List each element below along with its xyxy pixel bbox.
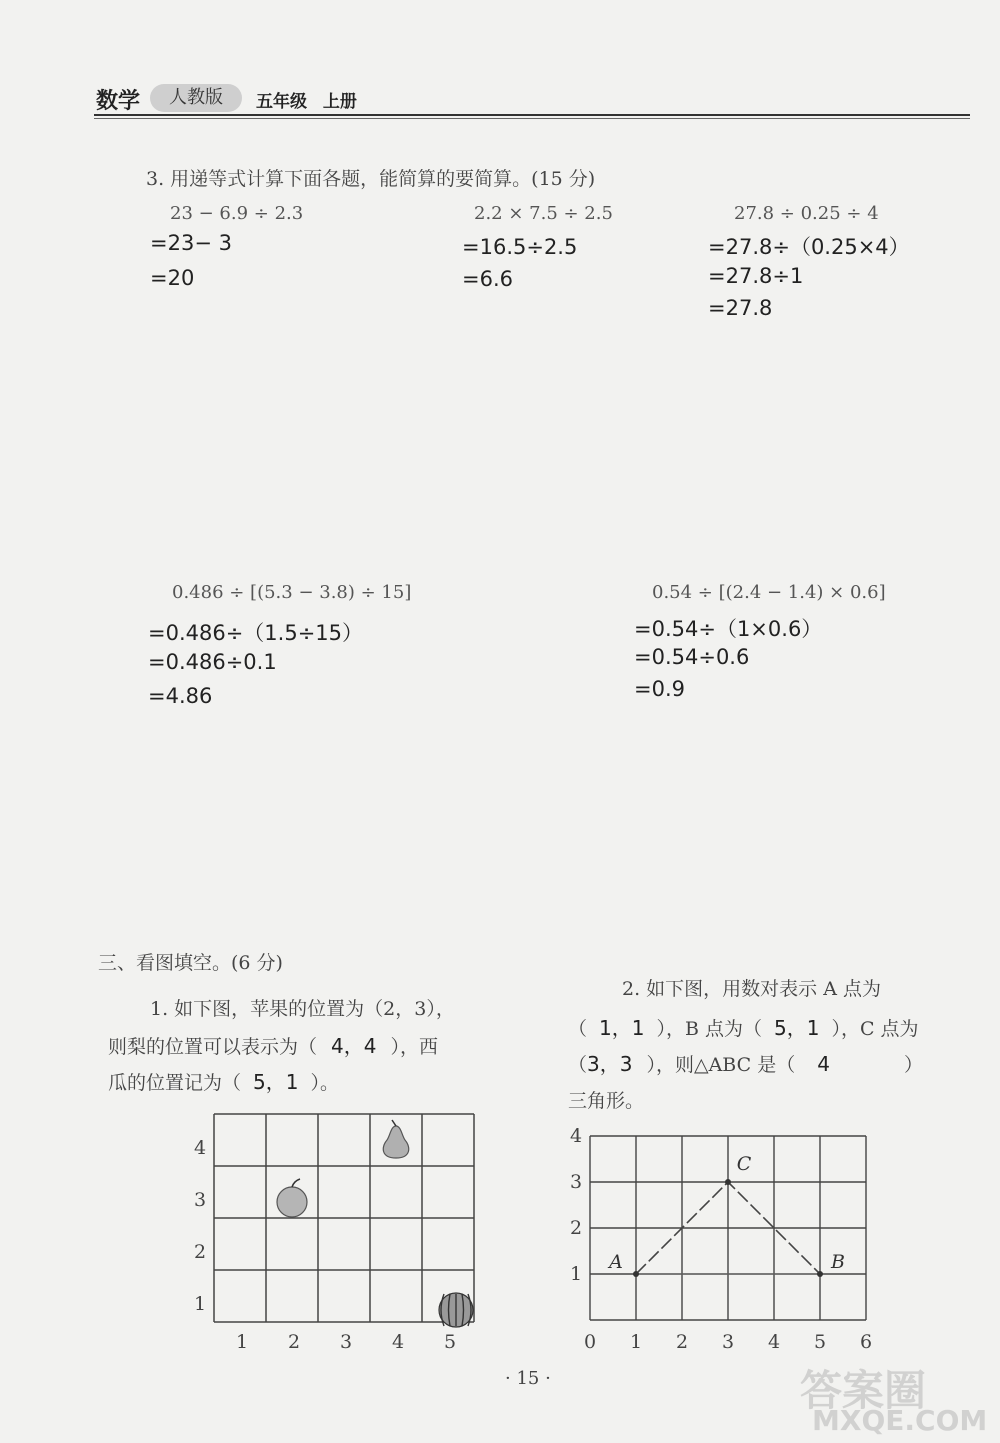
- y-tick-label: 2: [193, 1241, 207, 1263]
- point-b-label: B: [831, 1251, 845, 1273]
- y-tick-label: 3: [569, 1171, 583, 1193]
- problem-1-expr: 23 − 6.9 ÷ 2.3: [170, 203, 304, 224]
- problem-2-step-1: =16.5÷2.5: [462, 235, 578, 259]
- problem-4-step-1: =0.486÷（1.5÷15）: [148, 621, 364, 645]
- problem-3-step-3: =27.8: [708, 296, 773, 320]
- fruit-grid-lines: [214, 1114, 474, 1322]
- pear-icon: [383, 1126, 408, 1158]
- grade-label: [256, 87, 357, 112]
- y-tick-label: 1: [193, 1293, 207, 1315]
- watermelon-answer: 5，1: [253, 1070, 299, 1094]
- grade-text: 五年级: [256, 92, 307, 112]
- q1-line-2-text-b: ），西: [390, 1036, 438, 1058]
- q3-prompt: 3. 用递等式计算下面各题，能简算的要简算。(15 分): [146, 168, 596, 190]
- q1-line-2: [108, 1030, 438, 1059]
- x-tick-label: 3: [339, 1331, 353, 1353]
- problem-3-expr: 27.8 ÷ 0.25 ÷ 4: [734, 203, 879, 224]
- apple-icon: [277, 1187, 307, 1217]
- x-tick-label: 1: [629, 1331, 643, 1353]
- problem-4-expr: 0.486 ÷ [(5.3 − 3.8) ÷ 15]: [172, 582, 412, 603]
- x-tick-label: 2: [287, 1331, 301, 1353]
- problem-3-step-1: =27.8÷（0.25×4）: [708, 235, 910, 259]
- point-a-label: A: [609, 1251, 623, 1273]
- triangle-grid: [560, 1120, 890, 1360]
- problem-5-step-2: =0.54÷0.6: [634, 645, 750, 669]
- problem-3-step-2: =27.8÷1: [708, 264, 804, 288]
- x-tick-label: 4: [767, 1331, 781, 1353]
- problem-4-step-3: =4.86: [148, 684, 213, 708]
- point-a-marker: [633, 1271, 639, 1277]
- problem-4-step-2: =0.486÷0.1: [148, 650, 277, 674]
- problem-2-step-2: =6.6: [462, 267, 513, 291]
- q2-line-3-mid: ），则△ABC 是（: [646, 1054, 796, 1076]
- apple-stem-icon: [292, 1179, 300, 1187]
- header-rule: [94, 114, 970, 116]
- x-tick-label: 0: [583, 1331, 597, 1353]
- problem-1-step-2: =20: [150, 266, 195, 290]
- triangle-grid-lines: [590, 1136, 866, 1320]
- q2-line-2-end: ），C 点为: [831, 1018, 919, 1040]
- q2-line-1: 2. 如下图，用数对表示 A 点为: [622, 978, 881, 1000]
- x-tick-label: 2: [675, 1331, 689, 1353]
- triangle-grid-ticks: [570, 1125, 872, 1353]
- header-rule-thin: [94, 118, 970, 119]
- y-tick-label: 4: [569, 1125, 583, 1147]
- page-number: · 15 ·: [505, 1368, 551, 1389]
- q1-line-2-text-a: 则梨的位置可以表示为（: [108, 1036, 318, 1058]
- point-c-answer: 3，3: [587, 1052, 633, 1076]
- x-tick-label: 1: [235, 1331, 249, 1353]
- q2-line-4: 三角形。: [568, 1090, 645, 1112]
- pear-stem-icon: [392, 1120, 396, 1126]
- fruit-grid: [180, 1108, 500, 1358]
- q2-open-paren: （: [568, 1018, 588, 1040]
- section-3-title: 三、看图填空。(6 分): [98, 952, 283, 974]
- q2-line-3-end: ）: [903, 1054, 923, 1076]
- q2-open-paren-2: （: [568, 1054, 588, 1076]
- q2-line-2-mid: ），B 点为（: [656, 1018, 762, 1040]
- x-tick-label: 4: [391, 1331, 405, 1353]
- q2-line-2: [568, 1012, 919, 1041]
- y-tick-label: 2: [569, 1217, 583, 1239]
- triangle-shape: [607, 1153, 845, 1277]
- point-a-answer: 1，1: [599, 1016, 645, 1040]
- pear-answer: 4，4: [331, 1034, 377, 1058]
- y-tick-label: 4: [193, 1137, 207, 1159]
- q1-line-3-text-a: 瓜的位置记为（: [108, 1072, 242, 1094]
- problem-5-step-3: =0.9: [634, 677, 685, 701]
- triangle-type-answer: 4: [817, 1052, 830, 1076]
- x-tick-label: 6: [859, 1331, 873, 1353]
- x-tick-label: 3: [721, 1331, 735, 1353]
- subject-title: 数学: [96, 89, 141, 114]
- y-tick-label: 1: [569, 1263, 583, 1285]
- q1-line-3: [108, 1066, 339, 1095]
- watermark-logo: 答案圈: [800, 1366, 927, 1415]
- problem-5-step-1: =0.54÷（1×0.6）: [634, 617, 823, 641]
- fruit-grid-icons: [277, 1120, 473, 1327]
- problem-5-expr: 0.54 ÷ [(2.4 − 1.4) × 0.6]: [652, 582, 886, 603]
- x-tick-label: 5: [813, 1331, 827, 1353]
- x-tick-label: 5: [443, 1331, 457, 1353]
- problem-1-step-1: =23− 3: [150, 231, 232, 255]
- watermark-url: MXQE.COM: [812, 1404, 988, 1437]
- q2-line-3: [568, 1048, 923, 1077]
- point-c-marker: [725, 1179, 731, 1185]
- q1-line-3-text-b: ）。: [310, 1072, 339, 1094]
- problem-2-expr: 2.2 × 7.5 ÷ 2.5: [474, 203, 613, 224]
- y-tick-label: 3: [193, 1189, 207, 1211]
- point-b-marker: [817, 1271, 823, 1277]
- point-c-label: C: [736, 1153, 752, 1175]
- fruit-grid-ticks: [194, 1137, 456, 1353]
- point-b-answer: 5，1: [773, 1016, 820, 1040]
- edition-badge: 人教版: [150, 84, 242, 112]
- volume-text: 上册: [322, 92, 357, 112]
- q1-line-1: 1. 如下图，苹果的位置为（2，3），: [150, 998, 455, 1020]
